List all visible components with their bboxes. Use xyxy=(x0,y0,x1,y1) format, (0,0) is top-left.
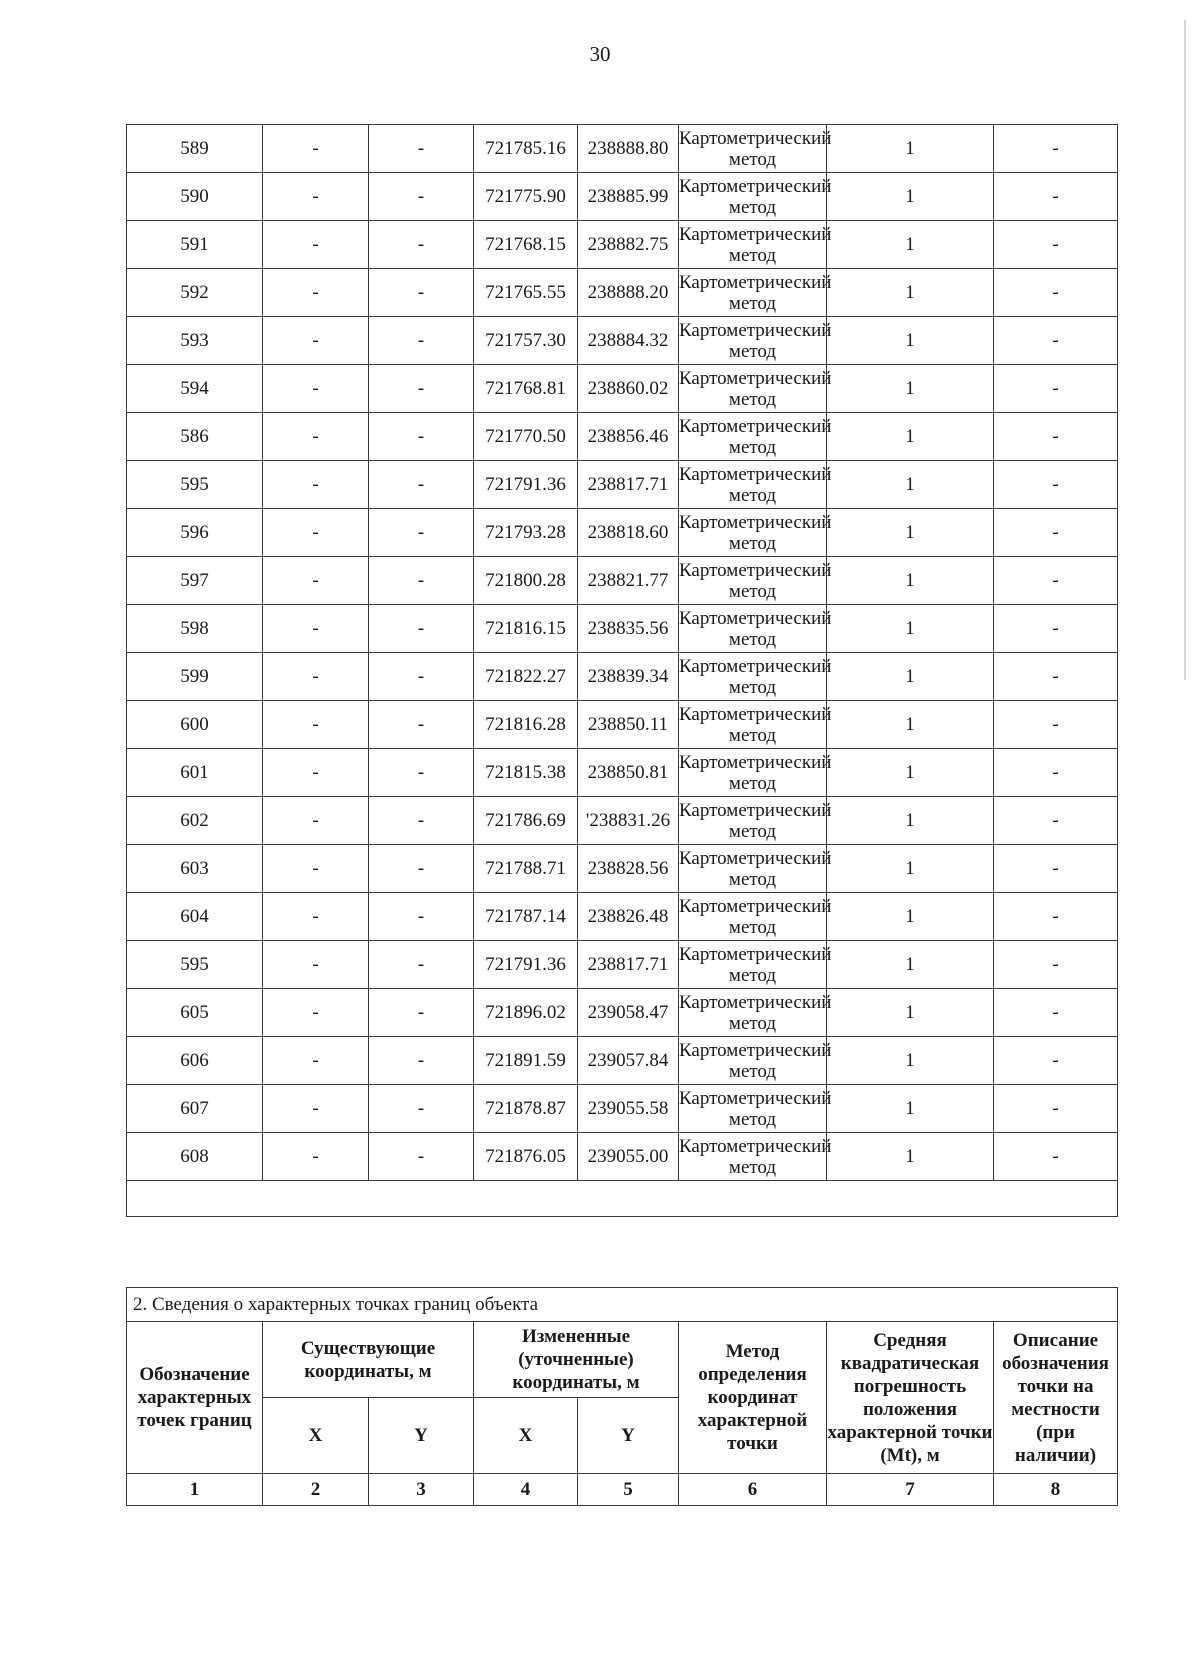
cell-description: - xyxy=(994,461,1118,509)
cell-existing-y: - xyxy=(369,125,474,173)
cell-accuracy: 1 xyxy=(827,509,994,557)
cell-description: - xyxy=(994,509,1118,557)
cell-existing-y: - xyxy=(369,509,474,557)
cell-existing-y: - xyxy=(369,605,474,653)
cell-description: - xyxy=(994,1085,1118,1133)
cell-accuracy: 1 xyxy=(827,605,994,653)
cell-y: 238850.11 xyxy=(578,701,679,749)
cell-point: 600 xyxy=(127,701,263,749)
cell-method: Картометрический метод xyxy=(679,653,827,701)
cell-existing-y: - xyxy=(369,317,474,365)
cell-x: 721770.50 xyxy=(474,413,578,461)
cell-y: 238860.02 xyxy=(578,365,679,413)
cell-point: 599 xyxy=(127,653,263,701)
cell-y: 238885.99 xyxy=(578,173,679,221)
cell-description: - xyxy=(994,317,1118,365)
cell-method: Картометрический метод xyxy=(679,893,827,941)
cell-y: 239058.47 xyxy=(578,989,679,1037)
table-row xyxy=(127,509,1118,557)
page-number: 30 xyxy=(589,42,611,66)
cell-existing-y: - xyxy=(369,749,474,797)
header-existing-x: X xyxy=(263,1398,369,1474)
cell-y: 238821.77 xyxy=(578,557,679,605)
table-row xyxy=(127,173,1118,221)
cell-description: - xyxy=(994,701,1118,749)
cell-method: Картометрический метод xyxy=(679,941,827,989)
table-row xyxy=(127,941,1118,989)
table-row xyxy=(127,1133,1118,1181)
header-method: Метод определения координат характерной точки xyxy=(679,1322,827,1474)
cell-existing-y: - xyxy=(369,989,474,1037)
cell-description: - xyxy=(994,557,1118,605)
cell-y: 239057.84 xyxy=(578,1037,679,1085)
cell-description: - xyxy=(994,941,1118,989)
cell-method: Картометрический метод xyxy=(679,269,827,317)
cell-method: Картометрический метод xyxy=(679,797,827,845)
cell-existing-x: - xyxy=(263,173,369,221)
cell-x: 721765.55 xyxy=(474,269,578,317)
cell-existing-x: - xyxy=(263,1085,369,1133)
table-row xyxy=(127,269,1118,317)
cell-method: Картометрический метод xyxy=(679,701,827,749)
cell-existing-x: - xyxy=(263,797,369,845)
cell-existing-y: - xyxy=(369,269,474,317)
table-row xyxy=(127,701,1118,749)
cell-existing-y: - xyxy=(369,845,474,893)
cell-accuracy: 1 xyxy=(827,557,994,605)
table-row xyxy=(127,893,1118,941)
cell-y: 238850.81 xyxy=(578,749,679,797)
table-row xyxy=(127,125,1118,173)
cell-accuracy: 1 xyxy=(827,269,994,317)
cell-accuracy: 1 xyxy=(827,461,994,509)
cell-existing-y: - xyxy=(369,461,474,509)
cell-x: 721791.36 xyxy=(474,461,578,509)
cell-accuracy: 1 xyxy=(827,653,994,701)
cell-existing-y: - xyxy=(369,1037,474,1085)
cell-method: Картометрический метод xyxy=(679,845,827,893)
cell-existing-y: - xyxy=(369,653,474,701)
cell-x: 721816.28 xyxy=(474,701,578,749)
cell-method: Картометрический метод xyxy=(679,125,827,173)
cell-x: 721793.28 xyxy=(474,509,578,557)
cell-accuracy: 1 xyxy=(827,893,994,941)
header-changed-y: Y xyxy=(578,1398,679,1474)
cell-existing-x: - xyxy=(263,125,369,173)
cell-method: Картометрический метод xyxy=(679,173,827,221)
cell-existing-x: - xyxy=(263,413,369,461)
cell-existing-x: - xyxy=(263,845,369,893)
column-number: 1 xyxy=(127,1474,263,1506)
section-title: 2. Сведения о характерных точках границ объекта xyxy=(127,1288,1118,1322)
cell-y: 238817.71 xyxy=(578,941,679,989)
column-number: 8 xyxy=(994,1474,1118,1506)
cell-y: 238817.71 xyxy=(578,461,679,509)
empty-row xyxy=(127,1181,1118,1217)
cell-y: '238831.26 xyxy=(578,797,679,845)
cell-existing-y: - xyxy=(369,413,474,461)
cell-accuracy: 1 xyxy=(827,797,994,845)
column-number: 4 xyxy=(474,1474,578,1506)
table-row xyxy=(127,317,1118,365)
cell-description: - xyxy=(994,605,1118,653)
cell-point: 607 xyxy=(127,1085,263,1133)
cell-y: 238888.20 xyxy=(578,269,679,317)
cell-method: Картометрический метод xyxy=(679,1133,827,1181)
cell-existing-x: - xyxy=(263,1037,369,1085)
cell-accuracy: 1 xyxy=(827,701,994,749)
cell-existing-x: - xyxy=(263,317,369,365)
cell-accuracy: 1 xyxy=(827,365,994,413)
cell-point: 601 xyxy=(127,749,263,797)
cell-existing-x: - xyxy=(263,557,369,605)
cell-existing-x: - xyxy=(263,1133,369,1181)
cell-description: - xyxy=(994,1037,1118,1085)
cell-description: - xyxy=(994,173,1118,221)
cell-method: Картометрический метод xyxy=(679,1037,827,1085)
cell-existing-y: - xyxy=(369,173,474,221)
cell-point: 597 xyxy=(127,557,263,605)
table-row xyxy=(127,1037,1118,1085)
table-row xyxy=(127,989,1118,1037)
cell-description: - xyxy=(994,797,1118,845)
cell-existing-y: - xyxy=(369,797,474,845)
table-row xyxy=(127,461,1118,509)
header-accuracy: Средняя квадратическая погрешность положения характерной точки (Mt), м xyxy=(827,1322,994,1474)
cell-point: 595 xyxy=(127,941,263,989)
cell-method: Картометрический метод xyxy=(679,221,827,269)
header-description: Описание обозначения точки на местности (при наличии) xyxy=(994,1322,1118,1474)
table-row xyxy=(127,845,1118,893)
cell-x: 721816.15 xyxy=(474,605,578,653)
cell-method: Картометрический метод xyxy=(679,557,827,605)
cell-existing-y: - xyxy=(369,941,474,989)
cell-existing-y: - xyxy=(369,1133,474,1181)
cell-y: 238884.32 xyxy=(578,317,679,365)
cell-point: 596 xyxy=(127,509,263,557)
cell-accuracy: 1 xyxy=(827,173,994,221)
cell-existing-x: - xyxy=(263,365,369,413)
cell-method: Картометрический метод xyxy=(679,749,827,797)
cell-point: 605 xyxy=(127,989,263,1037)
cell-point: 590 xyxy=(127,173,263,221)
table-row xyxy=(127,1085,1118,1133)
cell-existing-x: - xyxy=(263,893,369,941)
cell-x: 721787.14 xyxy=(474,893,578,941)
cell-point: 606 xyxy=(127,1037,263,1085)
cell-existing-x: - xyxy=(263,221,369,269)
table-row xyxy=(127,413,1118,461)
table-row xyxy=(127,221,1118,269)
cell-description: - xyxy=(994,221,1118,269)
header-changed-coords: Измененные (уточненные) координаты, м xyxy=(474,1322,679,1398)
cell-y: 238882.75 xyxy=(578,221,679,269)
cell-existing-x: - xyxy=(263,509,369,557)
cell-accuracy: 1 xyxy=(827,1037,994,1085)
cell-point: 589 xyxy=(127,125,263,173)
cell-accuracy: 1 xyxy=(827,125,994,173)
column-number: 7 xyxy=(827,1474,994,1506)
cell-x: 721785.16 xyxy=(474,125,578,173)
cell-point: 594 xyxy=(127,365,263,413)
header-changed-x: X xyxy=(474,1398,578,1474)
cell-x: 721800.28 xyxy=(474,557,578,605)
cell-point: 595 xyxy=(127,461,263,509)
cell-x: 721788.71 xyxy=(474,845,578,893)
cell-description: - xyxy=(994,749,1118,797)
cell-y: 238828.56 xyxy=(578,845,679,893)
cell-existing-x: - xyxy=(263,701,369,749)
cell-method: Картометрический метод xyxy=(679,461,827,509)
cell-y: 239055.58 xyxy=(578,1085,679,1133)
table-row xyxy=(127,365,1118,413)
cell-accuracy: 1 xyxy=(827,1085,994,1133)
table-row xyxy=(127,653,1118,701)
cell-method: Картометрический метод xyxy=(679,989,827,1037)
header-existing-coords: Существующие координаты, м xyxy=(263,1322,474,1398)
cell-x: 721878.87 xyxy=(474,1085,578,1133)
cell-method: Картометрический метод xyxy=(679,413,827,461)
cell-y: 238826.48 xyxy=(578,893,679,941)
cell-existing-y: - xyxy=(369,557,474,605)
header-point-designation: Обозначение характерных точек границ xyxy=(127,1322,263,1474)
cell-existing-x: - xyxy=(263,605,369,653)
cell-x: 721786.69 xyxy=(474,797,578,845)
boundary-points-header-table xyxy=(126,1287,1118,1506)
cell-point: 592 xyxy=(127,269,263,317)
cell-existing-x: - xyxy=(263,941,369,989)
column-number: 3 xyxy=(369,1474,474,1506)
coordinates-table xyxy=(126,124,1118,1217)
cell-existing-y: - xyxy=(369,1085,474,1133)
cell-y: 238888.80 xyxy=(578,125,679,173)
cell-point: 602 xyxy=(127,797,263,845)
cell-existing-y: - xyxy=(369,221,474,269)
scan-edge-line xyxy=(1184,20,1186,680)
cell-accuracy: 1 xyxy=(827,845,994,893)
cell-accuracy: 1 xyxy=(827,317,994,365)
cell-point: 591 xyxy=(127,221,263,269)
cell-method: Картометрический метод xyxy=(679,365,827,413)
cell-accuracy: 1 xyxy=(827,941,994,989)
cell-point: 598 xyxy=(127,605,263,653)
empty-cell xyxy=(127,1181,1118,1217)
cell-y: 238856.46 xyxy=(578,413,679,461)
cell-description: - xyxy=(994,365,1118,413)
column-number: 6 xyxy=(679,1474,827,1506)
cell-existing-x: - xyxy=(263,269,369,317)
cell-point: 604 xyxy=(127,893,263,941)
cell-description: - xyxy=(994,413,1118,461)
cell-x: 721876.05 xyxy=(474,1133,578,1181)
cell-y: 239055.00 xyxy=(578,1133,679,1181)
cell-x: 721822.27 xyxy=(474,653,578,701)
cell-existing-x: - xyxy=(263,749,369,797)
cell-accuracy: 1 xyxy=(827,1133,994,1181)
cell-point: 608 xyxy=(127,1133,263,1181)
column-number: 2 xyxy=(263,1474,369,1506)
cell-point: 586 xyxy=(127,413,263,461)
cell-method: Картометрический метод xyxy=(679,1085,827,1133)
header-existing-y: Y xyxy=(369,1398,474,1474)
cell-x: 721775.90 xyxy=(474,173,578,221)
cell-description: - xyxy=(994,989,1118,1037)
cell-description: - xyxy=(994,653,1118,701)
cell-y: 238839.34 xyxy=(578,653,679,701)
table-row xyxy=(127,797,1118,845)
cell-y: 238835.56 xyxy=(578,605,679,653)
cell-existing-y: - xyxy=(369,893,474,941)
cell-description: - xyxy=(994,1133,1118,1181)
cell-y: 238818.60 xyxy=(578,509,679,557)
cell-accuracy: 1 xyxy=(827,413,994,461)
cell-accuracy: 1 xyxy=(827,989,994,1037)
cell-description: - xyxy=(994,269,1118,317)
coordinates-table-body xyxy=(127,125,1118,1217)
cell-description: - xyxy=(994,845,1118,893)
cell-x: 721791.36 xyxy=(474,941,578,989)
cell-accuracy: 1 xyxy=(827,749,994,797)
cell-point: 603 xyxy=(127,845,263,893)
cell-existing-y: - xyxy=(369,701,474,749)
cell-existing-x: - xyxy=(263,653,369,701)
cell-existing-y: - xyxy=(369,365,474,413)
cell-method: Картометрический метод xyxy=(679,605,827,653)
cell-x: 721768.15 xyxy=(474,221,578,269)
cell-method: Картометрический метод xyxy=(679,317,827,365)
table-row xyxy=(127,605,1118,653)
cell-existing-x: - xyxy=(263,989,369,1037)
cell-description: - xyxy=(994,893,1118,941)
cell-accuracy: 1 xyxy=(827,221,994,269)
cell-x: 721757.30 xyxy=(474,317,578,365)
cell-x: 721815.38 xyxy=(474,749,578,797)
cell-method: Картометрический метод xyxy=(679,509,827,557)
cell-existing-x: - xyxy=(263,461,369,509)
cell-description: - xyxy=(994,125,1118,173)
table-row xyxy=(127,557,1118,605)
cell-x: 721768.81 xyxy=(474,365,578,413)
column-number: 5 xyxy=(578,1474,679,1506)
table-row xyxy=(127,749,1118,797)
cell-point: 593 xyxy=(127,317,263,365)
cell-x: 721891.59 xyxy=(474,1037,578,1085)
cell-x: 721896.02 xyxy=(474,989,578,1037)
